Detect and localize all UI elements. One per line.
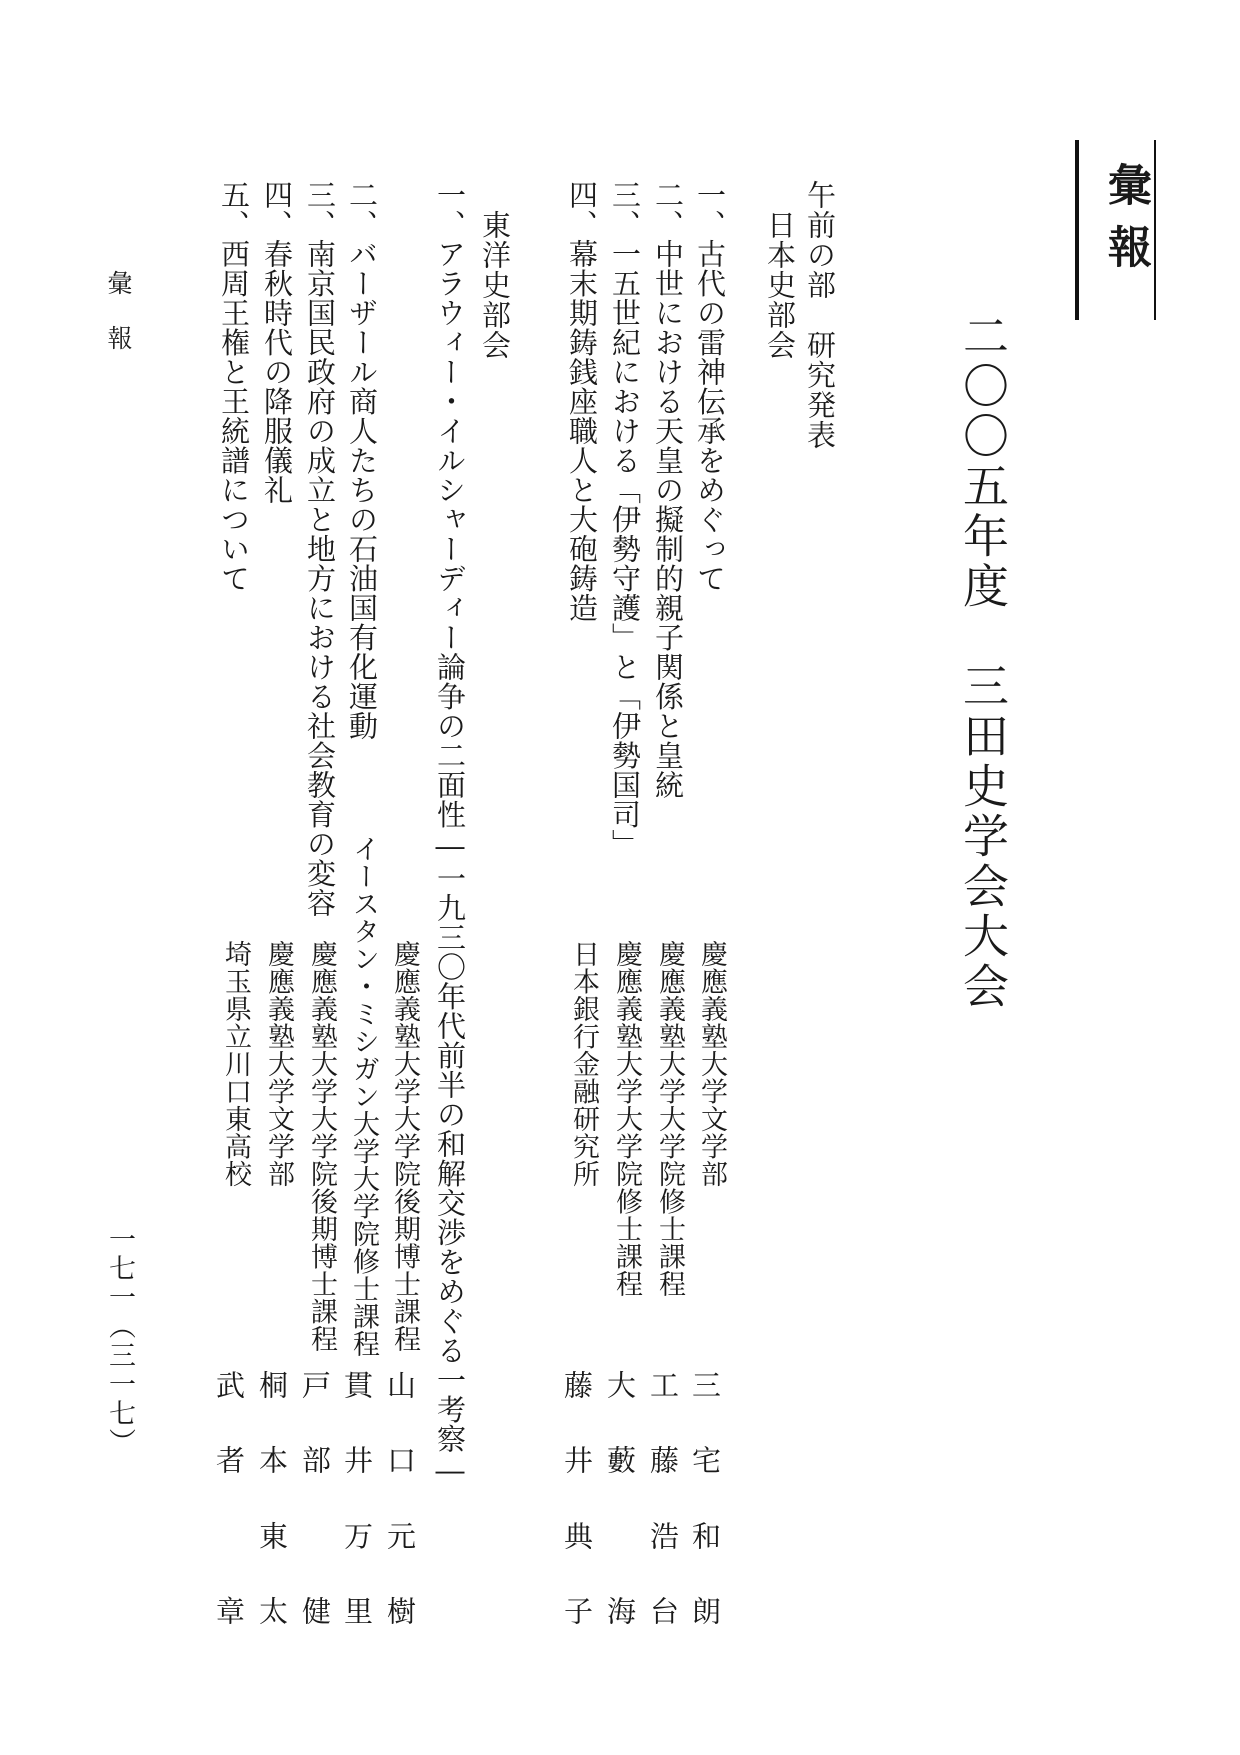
- or-item-3-name: 戸 部 健: [298, 1370, 332, 1625]
- jp-item-4-title: 四、幕末期鋳銭座職人と大砲鋳造: [565, 180, 599, 623]
- or-item-1-affiliation: 慶應義塾大学大学院後期博士課程: [389, 940, 420, 1353]
- jp-item-1-affiliation: 慶應義塾大学文学部: [696, 940, 727, 1188]
- japanese-history-heading: 日本史部会: [763, 210, 797, 360]
- or-item-4-title: 四、春秋時代の降服儀礼: [260, 180, 294, 505]
- session-heading: 午前の部 研究発表: [803, 180, 837, 450]
- page-title: 二〇〇五年度 三田史学会大会: [956, 312, 1010, 1012]
- or-item-1-title: 一、アラウィー・イルシャーディー論争の二面性―一九三〇年代前半の和解交渉をめぐる一考察―: [433, 180, 467, 1488]
- jp-item-4-affiliation: 日本銀行金融研究所: [568, 940, 599, 1188]
- jp-item-2-title: 二、中世における天皇の擬制的親子関係と皇統: [651, 180, 685, 800]
- or-item-3-title: 三、南京国民政府の成立と地方における社会教育の変容: [303, 180, 337, 918]
- or-item-5-affiliation: 埼玉県立川口東高校: [220, 940, 251, 1188]
- or-item-4-name: 桐 本 東 太: [255, 1370, 289, 1625]
- oriental-history-heading: 東洋史部会: [478, 210, 512, 360]
- or-item-1-name: 山 口 元 樹: [383, 1370, 417, 1625]
- or-item-5-title: 五、西周王権と王統譜について: [217, 180, 251, 593]
- jp-item-2-name: 工 藤 浩 台: [646, 1370, 680, 1625]
- jp-item-3-title: 三、一五世紀における「伊勢守護」と「伊勢国司」: [608, 180, 642, 859]
- jp-item-3-name: 大 藪 海: [603, 1370, 637, 1625]
- jp-item-2-affiliation: 慶應義塾大学大学院修士課程: [654, 940, 685, 1298]
- or-item-4-affiliation: 慶應義塾大学文学部: [263, 940, 294, 1188]
- running-head: 彙報: [104, 270, 133, 380]
- page-number: 一七一（三一七）: [104, 1225, 135, 1457]
- section-tag-label: 彙報: [1100, 162, 1151, 286]
- or-item-2-name: 貫 井 万 里: [340, 1370, 374, 1625]
- jp-item-4-name: 藤 井 典 子: [560, 1370, 594, 1625]
- or-item-2-affiliation: イースタン・ミシガン大学大学院修士課程: [348, 835, 379, 1358]
- or-item-2-title: 二、バーザール商人たちの石油国有化運動: [345, 180, 379, 741]
- section-tag-box: [1075, 140, 1156, 320]
- jp-item-3-affiliation: 慶應義塾大学大学院修士課程: [611, 940, 642, 1298]
- or-item-5-name: 武 者 章: [212, 1370, 246, 1625]
- or-item-3-affiliation: 慶應義塾大学大学院後期博士課程: [306, 940, 337, 1353]
- jp-item-1-title: 一、古代の雷神伝承をめぐって: [693, 180, 727, 593]
- jp-item-1-name: 三 宅 和 朗: [688, 1370, 722, 1625]
